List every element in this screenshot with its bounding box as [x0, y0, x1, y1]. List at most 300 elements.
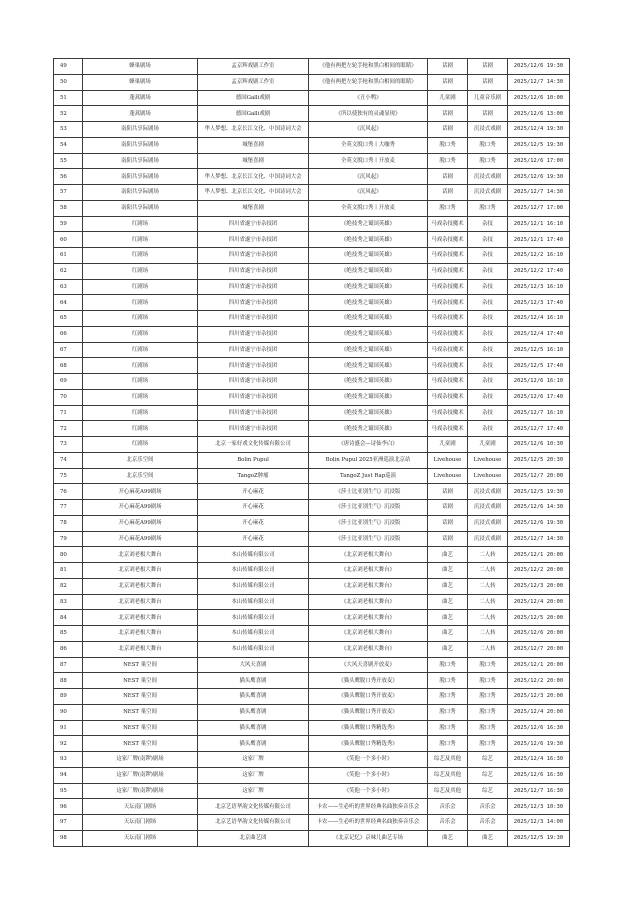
venue-cell: 红剧场 [83, 421, 198, 437]
organizer-cell: 四川省遂宁市杂技团 [198, 421, 309, 437]
organizer-cell: 开心麻花 [198, 531, 309, 547]
row-number: 76 [54, 484, 83, 500]
category-cell: 脱口秀 [428, 673, 468, 689]
subcategory-cell: 杂技 [468, 326, 508, 342]
datetime-cell: 2025/12/1 20:00 [508, 657, 570, 673]
row-number: 65 [54, 311, 83, 327]
organizer-cell: 四川省遂宁市杂技团 [198, 295, 309, 311]
table-row [54, 578, 570, 594]
datetime-cell: 2025/12/3 20:00 [508, 689, 570, 705]
category-cell: 马戏杂技魔术 [428, 405, 468, 421]
row-number: 54 [54, 137, 83, 153]
organizer-cell: 猫头鹰喜剧 [198, 720, 309, 736]
category-cell: 马戏杂技魔术 [428, 342, 468, 358]
venue-cell: 红剧场 [83, 389, 198, 405]
table-row [54, 689, 570, 705]
subcategory-cell: 曲艺 [468, 830, 508, 846]
datetime-cell: 2025/12/7 20:00 [508, 641, 570, 657]
subcategory-cell: 音乐会 [468, 799, 508, 815]
organizer-cell: 德国Galli戏剧 [198, 90, 309, 106]
row-number: 84 [54, 610, 83, 626]
subcategory-cell: 脱口秀 [468, 657, 508, 673]
row-number: 67 [54, 342, 83, 358]
row-number: 62 [54, 263, 83, 279]
table-row [54, 389, 570, 405]
datetime-cell: 2025/12/6 13:00 [508, 106, 570, 122]
subcategory-cell: Livehouse [468, 452, 508, 468]
category-cell: 话剧 [428, 515, 468, 531]
organizer-cell: 华人梦想、北京长江文化、中国诗词大会 [198, 169, 309, 185]
table-row [54, 484, 570, 500]
subcategory-cell: 杂技 [468, 421, 508, 437]
title-cell: 《绝技秀之蜀国英雄》 [309, 326, 428, 342]
venue-cell: 红剧场 [83, 326, 198, 342]
organizer-cell: 四川省遂宁市杂技团 [198, 279, 309, 295]
organizer-cell: 本山传媒有限公司 [198, 563, 309, 579]
category-cell: 曲艺 [428, 547, 468, 563]
category-cell: 综艺及其他 [428, 752, 468, 768]
organizer-cell: 四川省遂宁市杂技团 [198, 263, 309, 279]
subcategory-cell: 杂技 [468, 263, 508, 279]
table-row [54, 74, 570, 90]
datetime-cell: 2025/12/2 20:00 [508, 563, 570, 579]
row-number: 77 [54, 500, 83, 516]
category-cell: 脱口秀 [428, 720, 468, 736]
table-row [54, 641, 570, 657]
organizer-cell: 猫头鹰喜剧 [198, 673, 309, 689]
row-number: 80 [54, 547, 83, 563]
subcategory-cell: 脱口秀 [468, 736, 508, 752]
row-number: 79 [54, 531, 83, 547]
table-row [54, 767, 570, 783]
organizer-cell: 本山传媒有限公司 [198, 578, 309, 594]
title-cell: 《笑他一个多小时》 [309, 767, 428, 783]
venue-cell: 天坛南门剧场 [83, 799, 198, 815]
row-number: 93 [54, 752, 83, 768]
subcategory-cell: 杂技 [468, 311, 508, 327]
datetime-cell: 2025/12/6 16:10 [508, 374, 570, 390]
organizer-cell: 四川省遂宁市杂技团 [198, 342, 309, 358]
venue-cell: 北京乐空间 [83, 468, 198, 484]
category-cell: 话剧 [428, 531, 468, 547]
category-cell: 脱口秀 [428, 200, 468, 216]
row-number: 95 [54, 783, 83, 799]
title-cell: 《北京刘老根大舞台》 [309, 547, 428, 563]
subcategory-cell: 二人转 [468, 578, 508, 594]
subcategory-cell: 二人转 [468, 547, 508, 563]
row-number: 92 [54, 736, 83, 752]
venue-cell: 北京刘老根大舞台 [83, 594, 198, 610]
datetime-cell: 2025/12/7 14:30 [508, 74, 570, 90]
category-cell: 马戏杂技魔术 [428, 232, 468, 248]
datetime-cell: 2025/12/6 19:30 [508, 59, 570, 75]
row-number: 90 [54, 704, 83, 720]
organizer-cell: 本山传媒有限公司 [198, 594, 309, 610]
category-cell: 曲艺 [428, 610, 468, 626]
venue-cell: 红剧场 [83, 263, 198, 279]
row-number: 71 [54, 405, 83, 421]
table-row [54, 704, 570, 720]
organizer-cell: 德国Galli戏剧 [198, 106, 309, 122]
title-cell: 《所以使独有的灵魂显现》 [309, 106, 428, 122]
datetime-cell: 2025/12/1 17:40 [508, 232, 570, 248]
row-number: 63 [54, 279, 83, 295]
subcategory-cell: 脱口秀 [468, 689, 508, 705]
table-row [54, 90, 570, 106]
table-row [54, 610, 570, 626]
venue-cell: NEST 巢空间 [83, 657, 198, 673]
table-row [54, 783, 570, 799]
organizer-cell: 四川省遂宁市杂技团 [198, 216, 309, 232]
table-row [54, 122, 570, 138]
category-cell: 话剧 [428, 500, 468, 516]
title-cell: 《莎士比亚别生气》沉浸版 [309, 484, 428, 500]
table-row [54, 185, 570, 201]
subcategory-cell: 综艺 [468, 783, 508, 799]
datetime-cell: 2025/12/6 10:30 [508, 437, 570, 453]
row-number: 68 [54, 358, 83, 374]
organizer-cell: 开心麻花 [198, 484, 309, 500]
datetime-cell: 2025/12/6 16:30 [508, 720, 570, 736]
table-row [54, 169, 570, 185]
category-cell: 话剧 [428, 122, 468, 138]
table-row [54, 263, 570, 279]
datetime-cell: 2025/12/4 19:30 [508, 122, 570, 138]
organizer-cell: 北京一家好戏文化传媒有限公司 [198, 437, 309, 453]
table-row [54, 374, 570, 390]
subcategory-cell: 杂技 [468, 279, 508, 295]
datetime-cell: 2025/12/5 19:30 [508, 137, 570, 153]
subcategory-cell: 综艺 [468, 767, 508, 783]
datetime-cell: 2025/12/6 16:30 [508, 767, 570, 783]
subcategory-cell: 杂技 [468, 358, 508, 374]
subcategory-cell: 杂技 [468, 405, 508, 421]
title-cell: 《北京刘老根大舞台》 [309, 563, 428, 579]
venue-cell: 天坛南门剧场 [83, 830, 198, 846]
title-cell: 《猫头鹰脱口秀精选秀》 [309, 720, 428, 736]
category-cell: 马戏杂技魔术 [428, 216, 468, 232]
title-cell: 《北京刘老根大舞台》 [309, 641, 428, 657]
category-cell: 马戏杂技魔术 [428, 326, 468, 342]
category-cell: 马戏杂技魔术 [428, 374, 468, 390]
venue-cell: 红剧场 [83, 279, 198, 295]
subcategory-cell: 二人转 [468, 594, 508, 610]
organizer-cell: 猫头鹰喜剧 [198, 704, 309, 720]
category-cell: 儿童剧 [428, 437, 468, 453]
organizer-cell: 城堡喜剧 [198, 137, 309, 153]
venue-cell: 蜂巢剧场 [83, 74, 198, 90]
category-cell: 话剧 [428, 74, 468, 90]
row-number: 64 [54, 295, 83, 311]
category-cell: Livehouse [428, 452, 468, 468]
title-cell: 全英文脱口秀丨大咖秀 [309, 137, 428, 153]
category-cell: 话剧 [428, 106, 468, 122]
datetime-cell: 2025/12/6 20:00 [508, 626, 570, 642]
table-row [54, 799, 570, 815]
organizer-cell: 这家厂牌 [198, 752, 309, 768]
row-number: 50 [54, 74, 83, 90]
row-number: 53 [54, 122, 83, 138]
title-cell: 卡农——生必听的世界经典名曲独奏音乐会 [309, 815, 428, 831]
organizer-cell: 本山传媒有限公司 [198, 641, 309, 657]
subcategory-cell: 沉浸式戏剧 [468, 484, 508, 500]
organizer-cell: 四川省遂宁市杂技团 [198, 232, 309, 248]
row-number: 52 [54, 106, 83, 122]
subcategory-cell: 沉浸式戏剧 [468, 185, 508, 201]
subcategory-cell: 儿童音乐剧 [468, 90, 508, 106]
datetime-cell: 2025/12/5 16:10 [508, 342, 570, 358]
organizer-cell: 华人梦想、北京长江文化、中国诗词大会 [198, 122, 309, 138]
table-row [54, 311, 570, 327]
venue-cell: NEST 巢空间 [83, 736, 198, 752]
organizer-cell: 本山传媒有限公司 [198, 610, 309, 626]
datetime-cell: 2025/12/1 20:00 [508, 547, 570, 563]
datetime-cell: 2025/12/6 17:40 [508, 389, 570, 405]
datetime-cell: 2025/12/4 20:00 [508, 704, 570, 720]
title-cell: 《绝技秀之蜀国英雄》 [309, 263, 428, 279]
category-cell: 曲艺 [428, 578, 468, 594]
table-row [54, 405, 570, 421]
table-row [54, 736, 570, 752]
category-cell: 曲艺 [428, 594, 468, 610]
category-cell: 马戏杂技魔术 [428, 358, 468, 374]
datetime-cell: 2025/12/2 17:40 [508, 263, 570, 279]
row-number: 75 [54, 468, 83, 484]
organizer-cell: 四川省遂宁市杂技团 [198, 311, 309, 327]
title-cell: 《绝技秀之蜀国英雄》 [309, 216, 428, 232]
table-row [54, 106, 570, 122]
row-number: 55 [54, 153, 83, 169]
venue-cell: 红剧场 [83, 437, 198, 453]
table-row [54, 515, 570, 531]
row-number: 86 [54, 641, 83, 657]
subcategory-cell: 脱口秀 [468, 153, 508, 169]
subcategory-cell: 杂技 [468, 374, 508, 390]
row-number: 60 [54, 232, 83, 248]
table-row [54, 248, 570, 264]
category-cell: 脱口秀 [428, 153, 468, 169]
category-cell: 脱口秀 [428, 736, 468, 752]
table-row [54, 563, 570, 579]
row-number: 96 [54, 799, 83, 815]
title-cell: 《唐诗盛会—诗仙李白》 [309, 437, 428, 453]
row-number: 82 [54, 578, 83, 594]
title-cell: TangoZ Just Rap巡演 [309, 468, 428, 484]
venue-cell: 红剧场 [83, 232, 198, 248]
table-row [54, 437, 570, 453]
title-cell: 《北京刘老根大舞台》 [309, 578, 428, 594]
category-cell: 儿童剧 [428, 90, 468, 106]
row-number: 70 [54, 389, 83, 405]
table-row [54, 468, 570, 484]
datetime-cell: 2025/12/5 17:40 [508, 358, 570, 374]
venue-cell: 开心麻花A99剧场 [83, 484, 198, 500]
datetime-cell: 2025/12/3 14:00 [508, 815, 570, 831]
title-cell: 《沉风起》 [309, 122, 428, 138]
title-cell: 《绝技秀之蜀国英雄》 [309, 342, 428, 358]
subcategory-cell: 杂技 [468, 342, 508, 358]
datetime-cell: 2025/12/4 16:10 [508, 311, 570, 327]
title-cell: 《他有两把左轮手枪和黑白相间的眼睛》 [309, 59, 428, 75]
table-row [54, 295, 570, 311]
venue-cell: 北京刘老根大舞台 [83, 563, 198, 579]
title-cell: 全英文脱口秀丨开放麦 [309, 153, 428, 169]
subcategory-cell: 沉浸式戏剧 [468, 122, 508, 138]
subcategory-cell: Livehouse [468, 468, 508, 484]
category-cell: 曲艺 [428, 563, 468, 579]
table-row [54, 59, 570, 75]
table-row [54, 358, 570, 374]
table-row [54, 279, 570, 295]
row-number: 56 [54, 169, 83, 185]
table-row [54, 500, 570, 516]
organizer-cell: 孟京辉戏剧工作室 [198, 59, 309, 75]
table-row [54, 720, 570, 736]
subcategory-cell: 沉浸式戏剧 [468, 169, 508, 185]
title-cell: 《绝技秀之蜀国英雄》 [309, 358, 428, 374]
datetime-cell: 2025/12/2 16:10 [508, 248, 570, 264]
organizer-cell: 孟京辉戏剧工作室 [198, 74, 309, 90]
venue-cell: 开心麻花A99剧场 [83, 531, 198, 547]
datetime-cell: 2025/12/6 14:30 [508, 500, 570, 516]
title-cell: 《莎士比亚别生气》沉浸版 [309, 500, 428, 516]
venue-cell: 北京刘老根大舞台 [83, 578, 198, 594]
row-number: 81 [54, 563, 83, 579]
organizer-cell: 城堡喜剧 [198, 153, 309, 169]
table-row [54, 232, 570, 248]
datetime-cell: 2025/12/7 17:00 [508, 200, 570, 216]
datetime-cell: 2025/12/6 10:00 [508, 90, 570, 106]
title-cell: 《绝技秀之蜀国英雄》 [309, 295, 428, 311]
subcategory-cell: 沉浸式戏剧 [468, 515, 508, 531]
title-cell: Bolin Pupul 2025亚洲巡演北京站 [309, 452, 428, 468]
organizer-cell: 四川省遂宁市杂技团 [198, 389, 309, 405]
row-number: 83 [54, 594, 83, 610]
venue-cell: 红剧场 [83, 405, 198, 421]
table-row [54, 452, 570, 468]
venue-cell: NEST 巢空间 [83, 673, 198, 689]
row-number: 49 [54, 59, 83, 75]
venue-cell: 开心麻花A99剧场 [83, 515, 198, 531]
table-row [54, 216, 570, 232]
row-number: 58 [54, 200, 83, 216]
organizer-cell: Bolin Pupul [198, 452, 309, 468]
category-cell: 马戏杂技魔术 [428, 295, 468, 311]
datetime-cell: 2025/12/1 16:10 [508, 216, 570, 232]
subcategory-cell: 二人转 [468, 641, 508, 657]
venue-cell: 南阳共享际剧场 [83, 122, 198, 138]
table-row [54, 200, 570, 216]
category-cell: 马戏杂技魔术 [428, 248, 468, 264]
row-number: 51 [54, 90, 83, 106]
category-cell: 话剧 [428, 59, 468, 75]
table-row [54, 421, 570, 437]
datetime-cell: 2025/12/4 20:00 [508, 594, 570, 610]
organizer-cell: 四川省遂宁市杂技团 [198, 248, 309, 264]
row-number: 66 [54, 326, 83, 342]
datetime-cell: 2025/12/7 14:30 [508, 531, 570, 547]
subcategory-cell: 沉浸式戏剧 [468, 531, 508, 547]
organizer-cell: 四川省遂宁市杂技团 [198, 358, 309, 374]
datetime-cell: 2025/12/2 20:00 [508, 673, 570, 689]
table-row [54, 137, 570, 153]
organizer-cell: 这家厂牌 [198, 783, 309, 799]
organizer-cell: 北京曲艺团 [198, 830, 309, 846]
table-row [54, 342, 570, 358]
datetime-cell: 2025/12/5 20:30 [508, 452, 570, 468]
organizer-cell: TangoZ肿瘤 [198, 468, 309, 484]
subcategory-cell: 话剧 [468, 59, 508, 75]
title-cell: 《绝技秀之蜀国英雄》 [309, 374, 428, 390]
row-number: 85 [54, 626, 83, 642]
title-cell: 《绝技秀之蜀国英雄》 [309, 248, 428, 264]
category-cell: 脱口秀 [428, 137, 468, 153]
datetime-cell: 2025/12/5 19:30 [508, 484, 570, 500]
title-cell: 《大风天喜剧开放麦》 [309, 657, 428, 673]
table-row [54, 626, 570, 642]
table-row [54, 657, 570, 673]
subcategory-cell: 话剧 [468, 74, 508, 90]
datetime-cell: 2025/12/7 16:30 [508, 783, 570, 799]
datetime-cell: 2025/12/7 20:00 [508, 468, 570, 484]
title-cell: 《北京记忆》京味儿曲艺专场 [309, 830, 428, 846]
category-cell: 音乐会 [428, 815, 468, 831]
category-cell: Livehouse [428, 468, 468, 484]
title-cell: 卡农——生必听的世界经典名曲独奏音乐会 [309, 799, 428, 815]
category-cell: 脱口秀 [428, 657, 468, 673]
category-cell: 马戏杂技魔术 [428, 279, 468, 295]
organizer-cell: 华人梦想、北京长江文化、中国诗词大会 [198, 185, 309, 201]
venue-cell: NEST 巢空间 [83, 704, 198, 720]
subcategory-cell: 二人转 [468, 563, 508, 579]
venue-cell: 北京刘老根大舞台 [83, 547, 198, 563]
table-row [54, 547, 570, 563]
datetime-cell: 2025/12/6 19:30 [508, 169, 570, 185]
title-cell: 《沉风起》 [309, 169, 428, 185]
organizer-cell: 猫头鹰喜剧 [198, 689, 309, 705]
subcategory-cell: 综艺 [468, 752, 508, 768]
table-row [54, 594, 570, 610]
title-cell: 《猫头鹰脱口秀开放麦》 [309, 689, 428, 705]
category-cell: 话剧 [428, 185, 468, 201]
datetime-cell: 2025/12/6 19:30 [508, 736, 570, 752]
row-number: 89 [54, 689, 83, 705]
venue-cell: 这家厂牌(南锣)剧场 [83, 767, 198, 783]
category-cell: 马戏杂技魔术 [428, 389, 468, 405]
datetime-cell: 2025/12/6 19:30 [508, 515, 570, 531]
subcategory-cell: 脱口秀 [468, 673, 508, 689]
row-number: 74 [54, 452, 83, 468]
title-cell: 《猫头鹰脱口秀开放麦》 [309, 704, 428, 720]
row-number: 59 [54, 216, 83, 232]
venue-cell: 南阳共享际剧场 [83, 185, 198, 201]
subcategory-cell: 杂技 [468, 248, 508, 264]
title-cell: 全英文脱口秀丨开放麦 [309, 200, 428, 216]
organizer-cell: 开心麻花 [198, 515, 309, 531]
venue-cell: 南阳共享际剧场 [83, 153, 198, 169]
datetime-cell: 2025/12/7 16:10 [508, 405, 570, 421]
subcategory-cell: 音乐会 [468, 815, 508, 831]
venue-cell: 南阳共享际剧场 [83, 169, 198, 185]
row-number: 69 [54, 374, 83, 390]
category-cell: 曲艺 [428, 830, 468, 846]
venue-cell: 北京刘老根大舞台 [83, 641, 198, 657]
subcategory-cell: 沉浸式戏剧 [468, 500, 508, 516]
organizer-cell: 四川省遂宁市杂技团 [198, 405, 309, 421]
datetime-cell: 2025/12/4 17:40 [508, 326, 570, 342]
organizer-cell: 开心麻花 [198, 500, 309, 516]
subcategory-cell: 杂技 [468, 216, 508, 232]
